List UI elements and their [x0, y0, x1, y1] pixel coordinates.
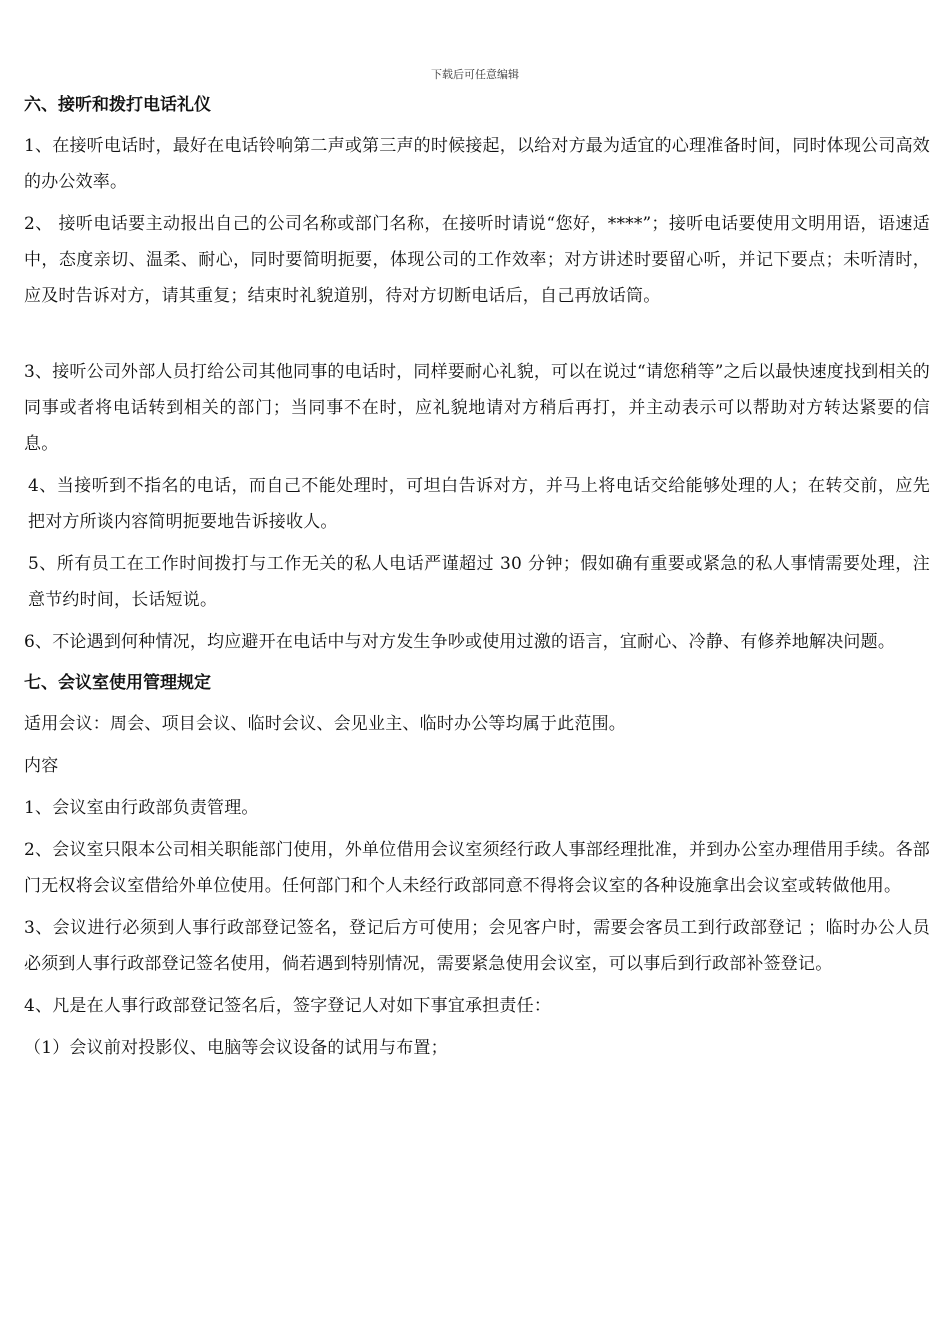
- section-7-scope: 适用会议：周会、项目会议、临时会议、会见业主、临时办公等均属于此范围。: [24, 714, 626, 734]
- section-7-paragraph-3: 3、会议进行必须到人事行政部登记签名，登记后方可使用；会见客户时，需要会客员工到行政部登记 ；临时办公人员必须到人事行政部登记签名使用，倘若遇到特别情况，需要紧急使用会议室，可以事后到行政部补签登记。: [24, 918, 930, 974]
- section-6-paragraph-4: 4、当接听到不指名的电话，而自己不能处理时，可坦白告诉对方，并马上将电话交给能够处理的人；在转交前，应先把对方所谈内容简明扼要地告诉接收人。: [28, 476, 930, 532]
- section-6-paragraph-1: 1、在接听电话时，最好在电话铃响第二声或第三声的时候接起，以给对方最为适宜的心理准备时间，同时体现公司高效的办公效率。: [24, 136, 930, 192]
- section-7-paragraph-2: 2、会议室只限本公司相关职能部门使用，外单位借用会议室须经行政人事部经理批准，并到办公室办理借用手续。各部门无权将会议室借给外单位使用。任何部门和个人未经行政部同意不得将会议室的各种设施拿出会议室或转做他用。: [24, 840, 930, 896]
- section-7-paragraph-1: 1、会议室由行政部负责管理。: [24, 798, 259, 818]
- section-6-paragraph-3: 3、接听公司外部人员打给公司其他同事的电话时，同样要耐心礼貌，可以在说过“请您稍等”之后以最快速度找到相关的同事或者将电话转到相关的部门；当同事不在时，应礼貌地请对方稍后再打，并主动表示可以帮助对方转达紧要的信息。: [24, 362, 930, 454]
- section-7-content-label: 内容: [24, 756, 59, 776]
- section-7-title: 七、会议室使用管理规定: [24, 673, 211, 693]
- section-7-paragraph-4-item-1: （1）会议前对投影仪、电脑等会议设备的试用与布置；: [24, 1038, 448, 1058]
- document-body: [24, 88, 930, 1072]
- header-note: 下载后可任意编辑: [431, 68, 519, 81]
- section-7-paragraph-4: 4、凡是在人事行政部登记签名后，签字登记人对如下事宜承担责任：: [24, 996, 552, 1016]
- section-6-paragraph-6: 6、不论遇到何种情况，均应避开在电话中与对方发生争吵或使用过激的语言，宜耐心、冷静、有修养地解决问题。: [24, 632, 896, 652]
- section-6-title: 六、接听和拨打电话礼仪: [24, 95, 211, 115]
- section-6-paragraph-5: 5、所有员工在工作时间拨打与工作无关的私人电话严谨超过 30 分钟；假如确有重要或紧急的私人事情需要处理，注意节约时间，长话短说。: [28, 554, 930, 610]
- section-6-paragraph-2: 2、 接听电话要主动报出自己的公司名称或部门名称，在接听时请说“您好，****”；接听电话要使用文明用语，语速适中，态度亲切、温柔、耐心，同时要简明扼要，体现公司的工作效率；对方讲述时要留心听，并记下要点；未听清时，应及时告诉对方，请其重复；结束时礼貌道别，待对方切断电话后，自己再放话筒。: [24, 214, 930, 306]
